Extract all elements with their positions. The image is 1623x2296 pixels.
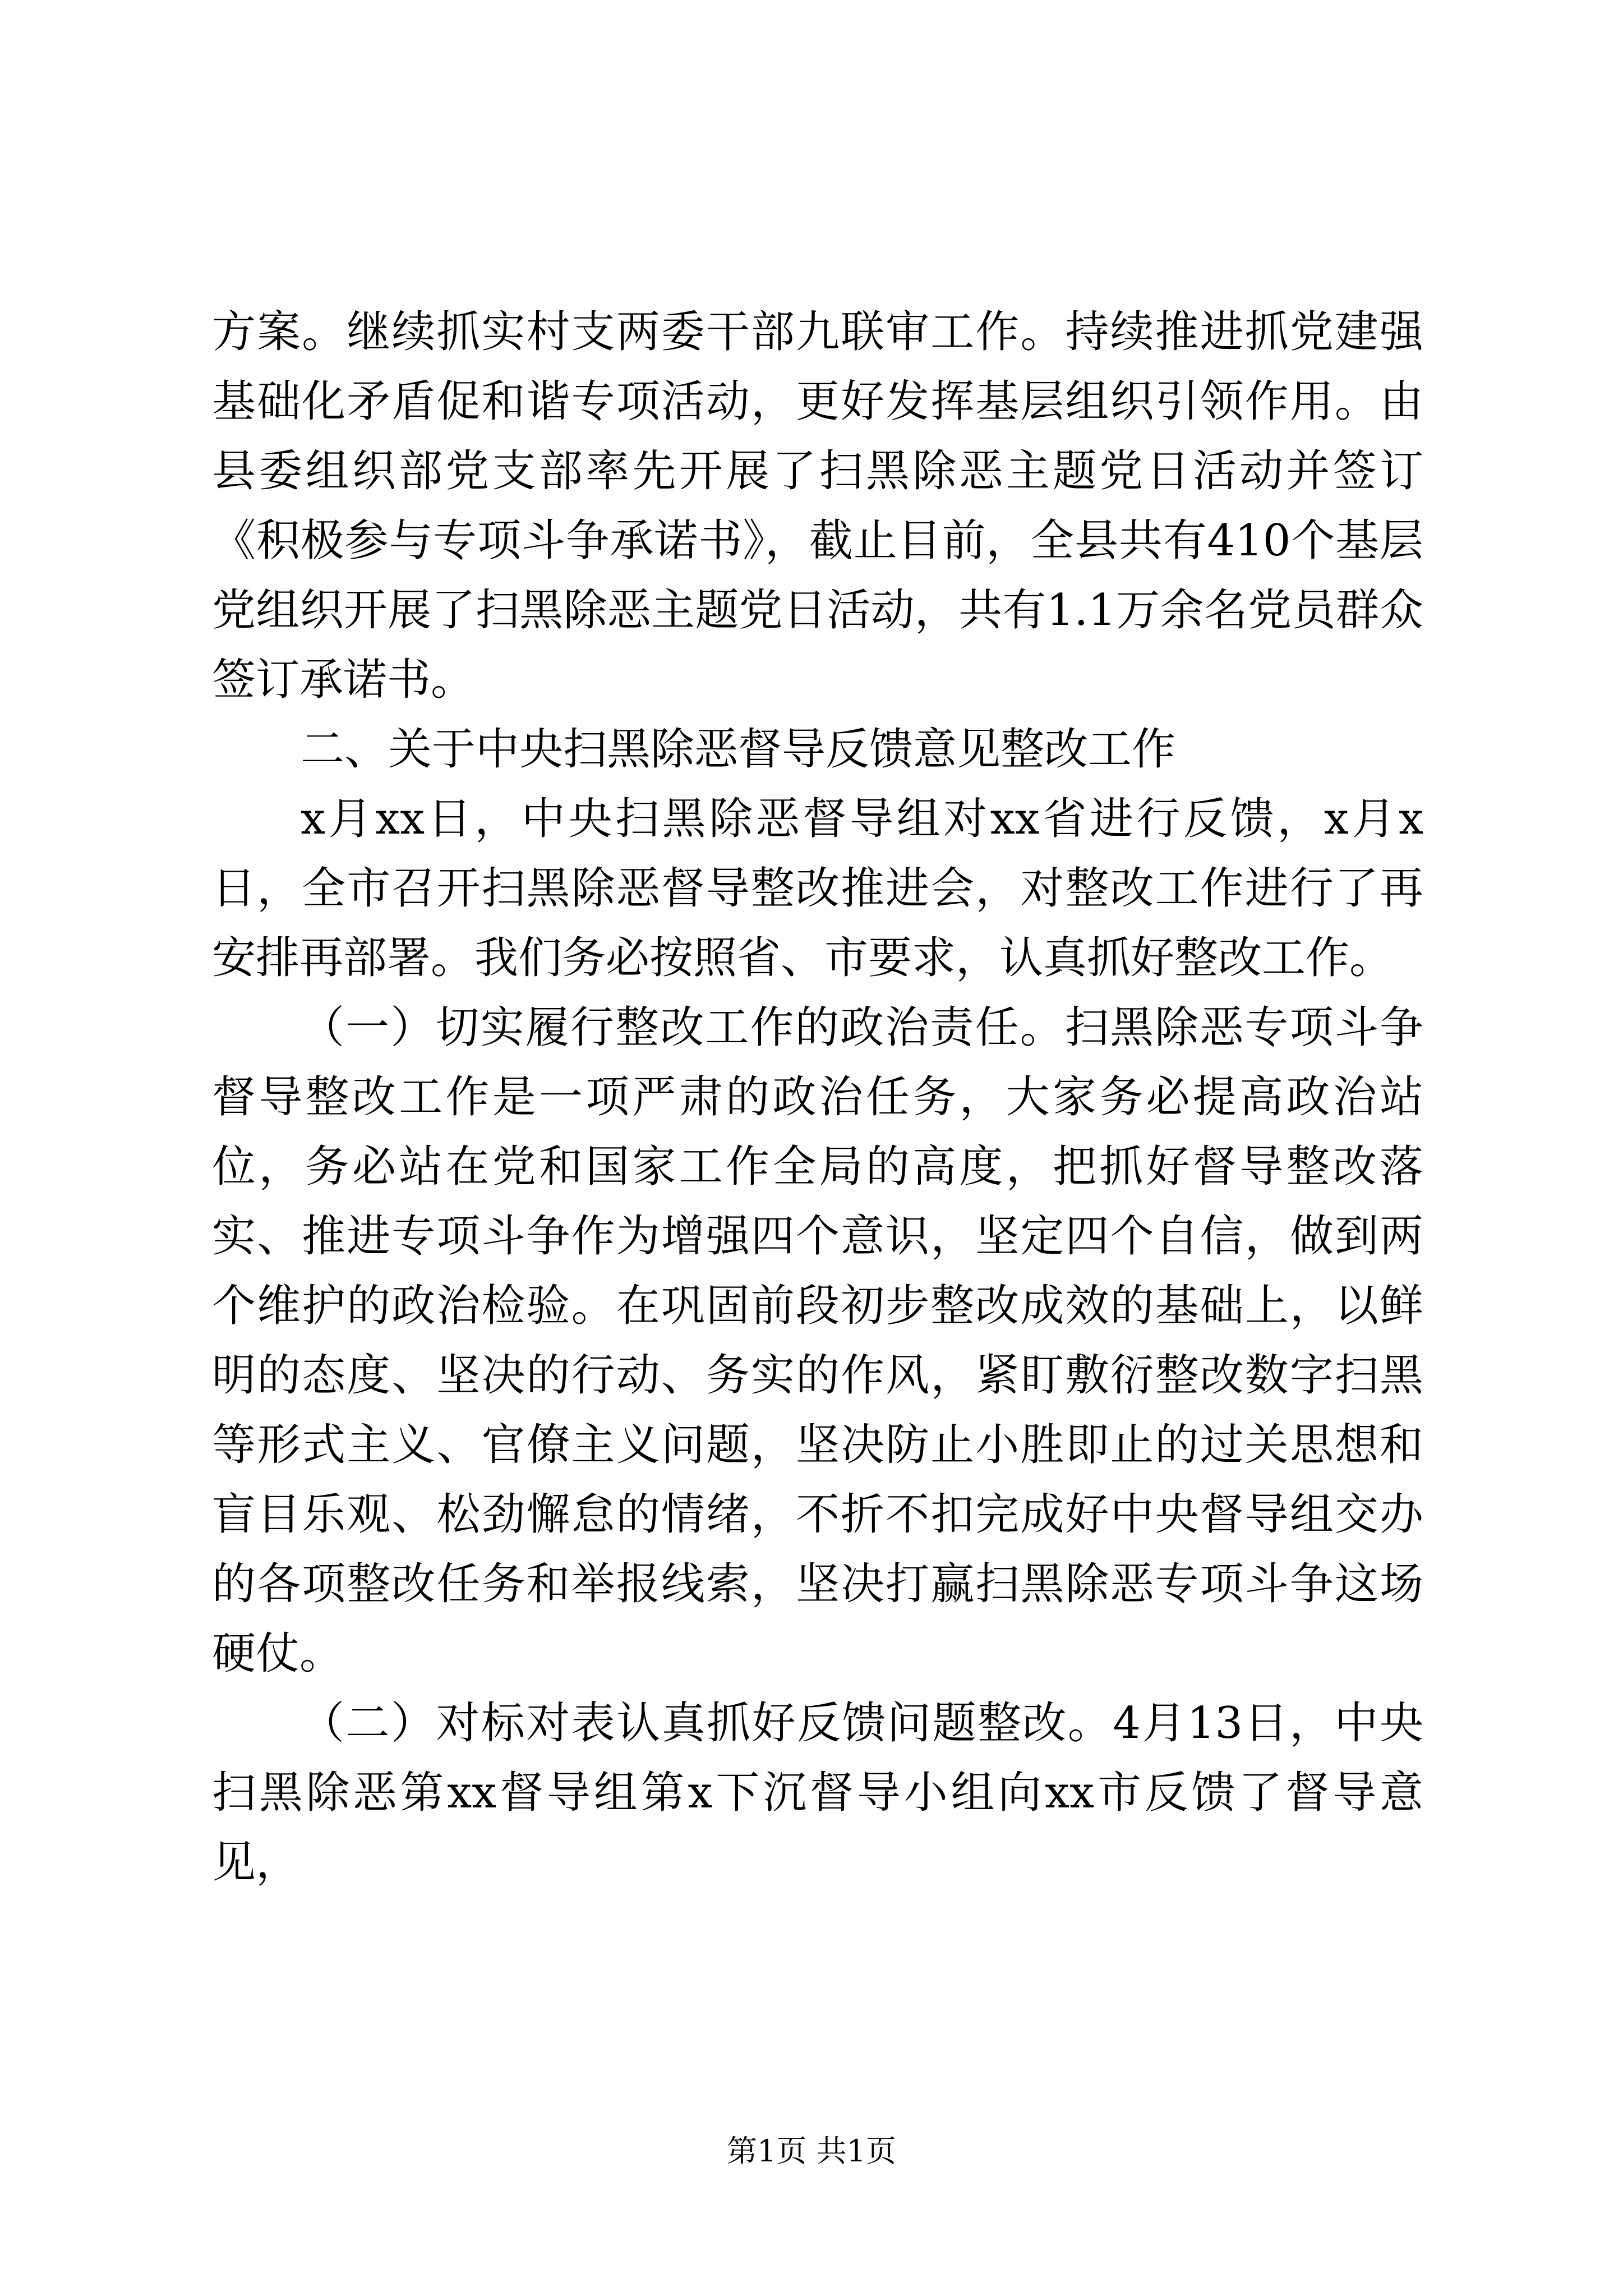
paragraph-continuation: 方案。继续抓实村支两委干部九联审工作。持续推进抓党建强基础化矛盾促和谐专项活动，更好发挥基层组织引领作用。由县委组织部党支部率先开展了扫黑除恶主题党日活动并签订《积极参与专项斗争承诺书》，截止目前，全县共有410个基层党组织开展了扫黑除恶主题党日活动，共有1.1万余名党员群众签订承诺书。 bbox=[212, 307, 1423, 705]
document-body bbox=[212, 297, 1423, 1897]
paragraph-rectification: （二）对标对表认真抓好反馈问题整改。4月13日，中央扫黑除恶第xx督导组第x下沉督导小组向xx市反馈了督导意见， bbox=[212, 1698, 1423, 1888]
paragraph-feedback-meeting: x月xx日，中央扫黑除恶督导组对xx省进行反馈，x月x日，全市召开扫黑除恶督导整改推进会，对整改工作进行了再安排再部署。我们务必按照省、市要求，认真抓好整改工作。 bbox=[212, 794, 1423, 983]
section-heading: 二、关于中央扫黑除恶督导反馈意见整改工作 bbox=[301, 724, 1176, 775]
page-footer: 第1页 共1页 bbox=[727, 2133, 896, 2169]
paragraph-political-responsibility: （一）切实履行整改工作的政治责任。扫黑除恶专项斗争督导整改工作是一项严肃的政治任务，大家务必提高政治站位，务必站在党和国家工作全局的高度，把抓好督导整改落实、推进专项斗争作为增强四个意识，坚定四个自信，做到两个维护的政治检验。在巩固前段初步整改成效的基础上，以鲜明的态度、坚决的行动、务实的作风，紧盯敷衍整改数字扫黑等形式主义、官僚主义问题，坚决防止小胜即止的过关思想和盲目乐观、松劲懈怠的情绪，不折不扣完成好中央督导组交办的各项整改任务和举报线索，坚决打赢扫黑除恶专项斗争这场硬仗。 bbox=[212, 1002, 1423, 1679]
